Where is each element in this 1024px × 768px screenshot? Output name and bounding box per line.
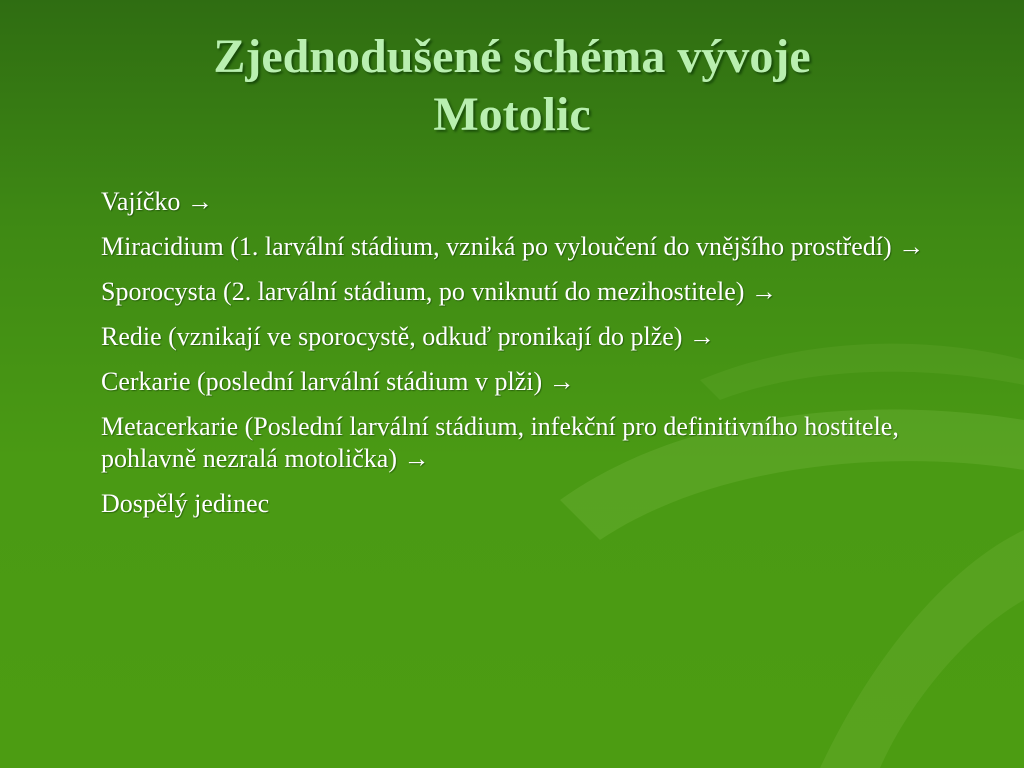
list-item: Miracidium (1. larvální stádium, vzniká po vyloučení do vnějšího prostředí) →	[101, 232, 925, 261]
list-item: Redie (vznikají ve sporocystě, odkuď pronikají do plže) →	[101, 322, 715, 351]
list-item: Dospělý jedinec	[101, 489, 270, 518]
list-item: Sporocysta (2. larvální stádium, po vniknutí do mezihostitele) →	[101, 277, 777, 306]
list-item: Vajíčko →	[101, 187, 213, 216]
list-item: Metacerkarie (Poslední larvální stádium, infekční pro definitivního hostitele, pohlavně nezralá motolička) →	[101, 412, 899, 473]
slide-title-line-2: Motolic	[433, 88, 591, 141]
slide-title	[60, 28, 964, 144]
slide-title-line-1: Zjednodušené schéma vývoje	[213, 30, 811, 83]
list-item: Cerkarie (poslední larvální stádium v plži) →	[101, 367, 575, 396]
stage-list	[101, 186, 981, 533]
